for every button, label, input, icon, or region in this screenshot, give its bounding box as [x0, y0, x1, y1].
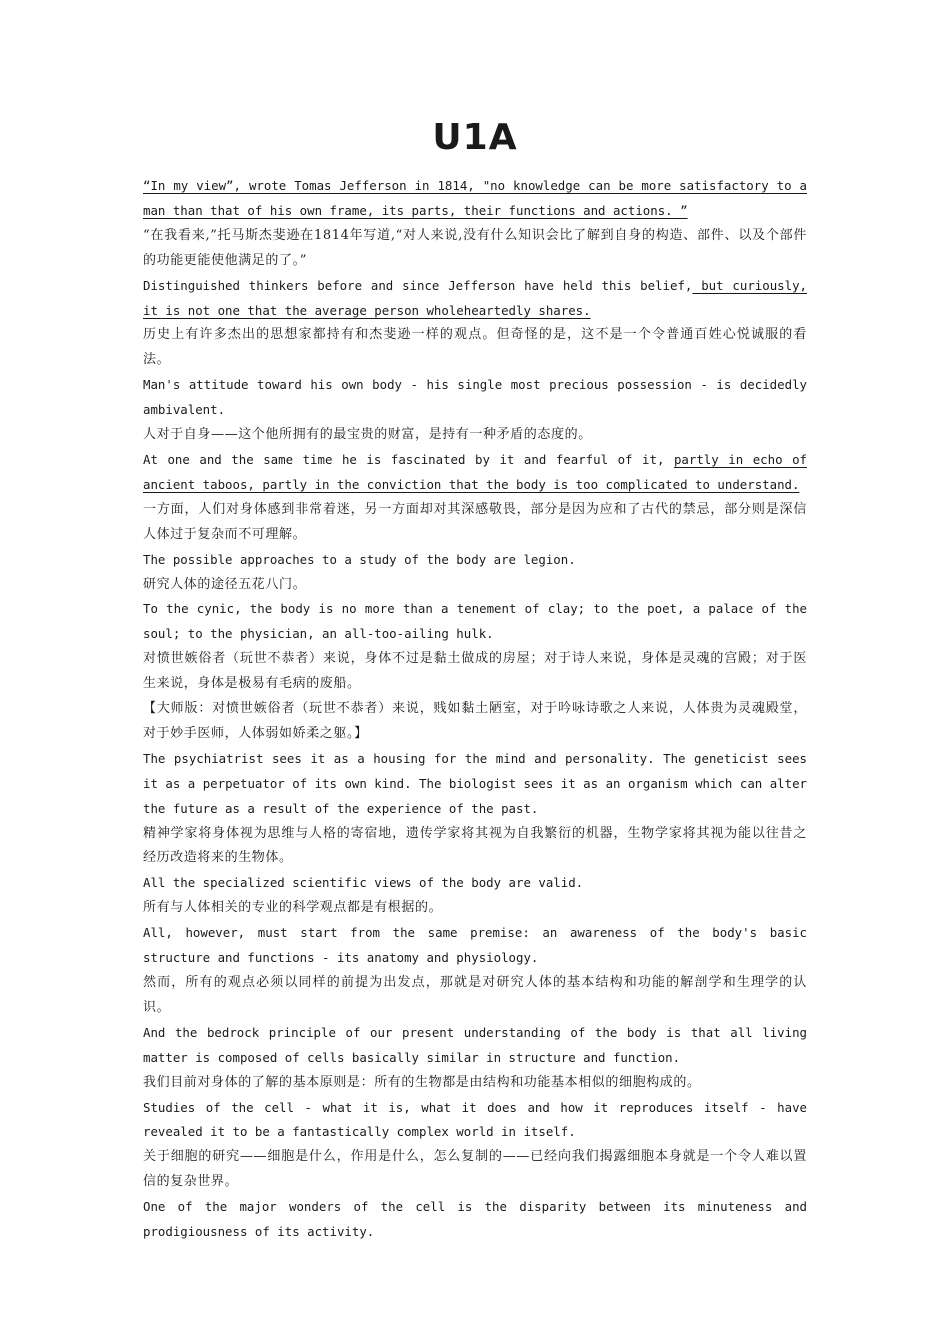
para-zh-7: [143, 822, 807, 872]
para-en-3: [143, 373, 807, 423]
para-zh-5: [143, 573, 807, 598]
text-run: 对愤世嫉俗者（玩世不恭者）来说，身体不过是黏土做成的房屋；对于诗人来说，身体是灵魂的宫殿；对于医生来说，身体是极易有毛病的废船。: [143, 651, 807, 692]
para-zh-3: [143, 423, 807, 448]
text-run: At one and the same time he is fascinated by it and fearful of it,: [143, 451, 674, 467]
para-en-12: [143, 1195, 807, 1245]
text-run: 研究人体的途径五花八门。: [143, 576, 307, 592]
text-run: The possible approaches to a study of the body are legion.: [143, 551, 576, 567]
para-en-8: [143, 871, 807, 896]
page-title: U1A: [432, 117, 518, 158]
para-zh-11: [143, 1145, 807, 1195]
para-zh-8: [143, 896, 807, 921]
text-run: 我们目前对身体的了解的基本原则是：所有的生物都是由结构和功能基本相似的细胞构成的。: [143, 1074, 701, 1090]
text-run: Studies of the cell - what it is, what it does and how it reproduces itself - have revealed it to be a fantastically complex world in itself.: [143, 1099, 807, 1140]
text-run: All the specialized scientific views of the body are valid.: [143, 875, 584, 891]
text-run: 所有与人体相关的专业的科学观点都是有根据的。: [143, 900, 443, 916]
para-zh-9: [143, 971, 807, 1021]
text-run: Man's attitude toward his own body - his single most precious possession - is decidedly ambivalent.: [143, 377, 807, 418]
para-en-2: [143, 274, 807, 324]
para-zh-6: [143, 647, 807, 697]
text-run: 历史上有许多杰出的思想家都持有和杰斐逊一样的观点。但奇怪的是，这不是一个令普通百姓心悦诚服的看法。: [143, 327, 807, 368]
para-en-9: [143, 921, 807, 971]
text-run: Distinguished thinkers before and since Jefferson have held this belief,: [143, 277, 693, 293]
text-run: All, however, must start from the same premise: an awareness of the body's basic structure and functions - its anatomy and physiology.: [143, 925, 807, 966]
text-run: One of the major wonders of the cell is the disparity between its minuteness and prodigiousness of its activity.: [143, 1199, 807, 1240]
para-zh-1: [143, 224, 807, 274]
underlined-text: “In my view”, wrote Tomas Jefferson in 1814, "no knowledge can be more satisfactory to a man than that of his own frame, its parts, their functions and actions. ”: [143, 178, 807, 218]
text-run: 【大师版：对愤世嫉俗者（玩世不恭者）来说，贱如黏土陋室，对于吟咏诗歌之人来说，人体贵为灵魂殿堂，对于妙手医师，人体弱如娇柔之躯。】: [143, 701, 807, 741]
text-run: 然而，所有的观点必须以同样的前提为出发点，那就是对研究人体的基本结构和功能的解剖学和生理学的认识。: [143, 975, 807, 1015]
para-zh-4: [143, 498, 807, 548]
para-en-11: [143, 1096, 807, 1146]
para-zh-10: [143, 1071, 807, 1096]
text-run: “在我看来,”托马斯杰斐逊在1814年写道,“对人来说,没有什么知识会比了解到自身的构造、部件、以及个部件的功能更能使他满足的了。”: [143, 227, 807, 268]
text-run: 关于细胞的研究——细胞是什么，作用是什么，怎么复制的——已经向我们揭露细胞本身就是一个令人难以置信的复杂世界。: [143, 1149, 807, 1190]
para-en-7: [143, 747, 807, 822]
text-run: The psychiatrist sees it as a housing for the mind and personality. The geneticist sees it as a perpetuator of its own kind. The biologist sees it as an organism which can alter the future as a result of the experience of the past.: [143, 750, 807, 816]
para-en-6: [143, 597, 807, 647]
text-run: 精神学家将身体视为思维与人格的寄宿地，遗传学家将其视为自我繁衍的机器，生物学家将其视为能以往昔之经历改造将来的生物体。: [143, 825, 807, 866]
text-run: To the cynic, the body is no more than a tenement of clay; to the poet, a palace of the soul; to the physician, an all-too-ailing hulk.: [143, 601, 807, 642]
underlined-text: partly in echo of ancient taboos, partly in the conviction that the body is too complicated to understand.: [143, 451, 807, 492]
text-run: 人对于自身——这个他所拥有的最宝贵的财富，是持有一种矛盾的态度的。: [143, 427, 592, 443]
para-en-5: [143, 548, 807, 573]
text-run: 一方面，人们对身体感到非常着迷，另一方面却对其深感敬畏，部分是因为应和了古代的禁忌，部分则是深信人体过于复杂而不可理解。: [143, 501, 807, 542]
para-zh-2: [143, 323, 807, 373]
underlined-text: but curiously, it is not one that the average person wholeheartedly shares.: [143, 277, 807, 318]
para-en-10: [143, 1021, 807, 1071]
text-run: And the bedrock principle of our present understanding of the body is that all living matter is composed of cells basically similar in structure and function.: [143, 1024, 807, 1065]
para-en-1: [143, 174, 807, 224]
para-zh-master-version: [143, 697, 807, 747]
para-en-4: [143, 448, 807, 498]
